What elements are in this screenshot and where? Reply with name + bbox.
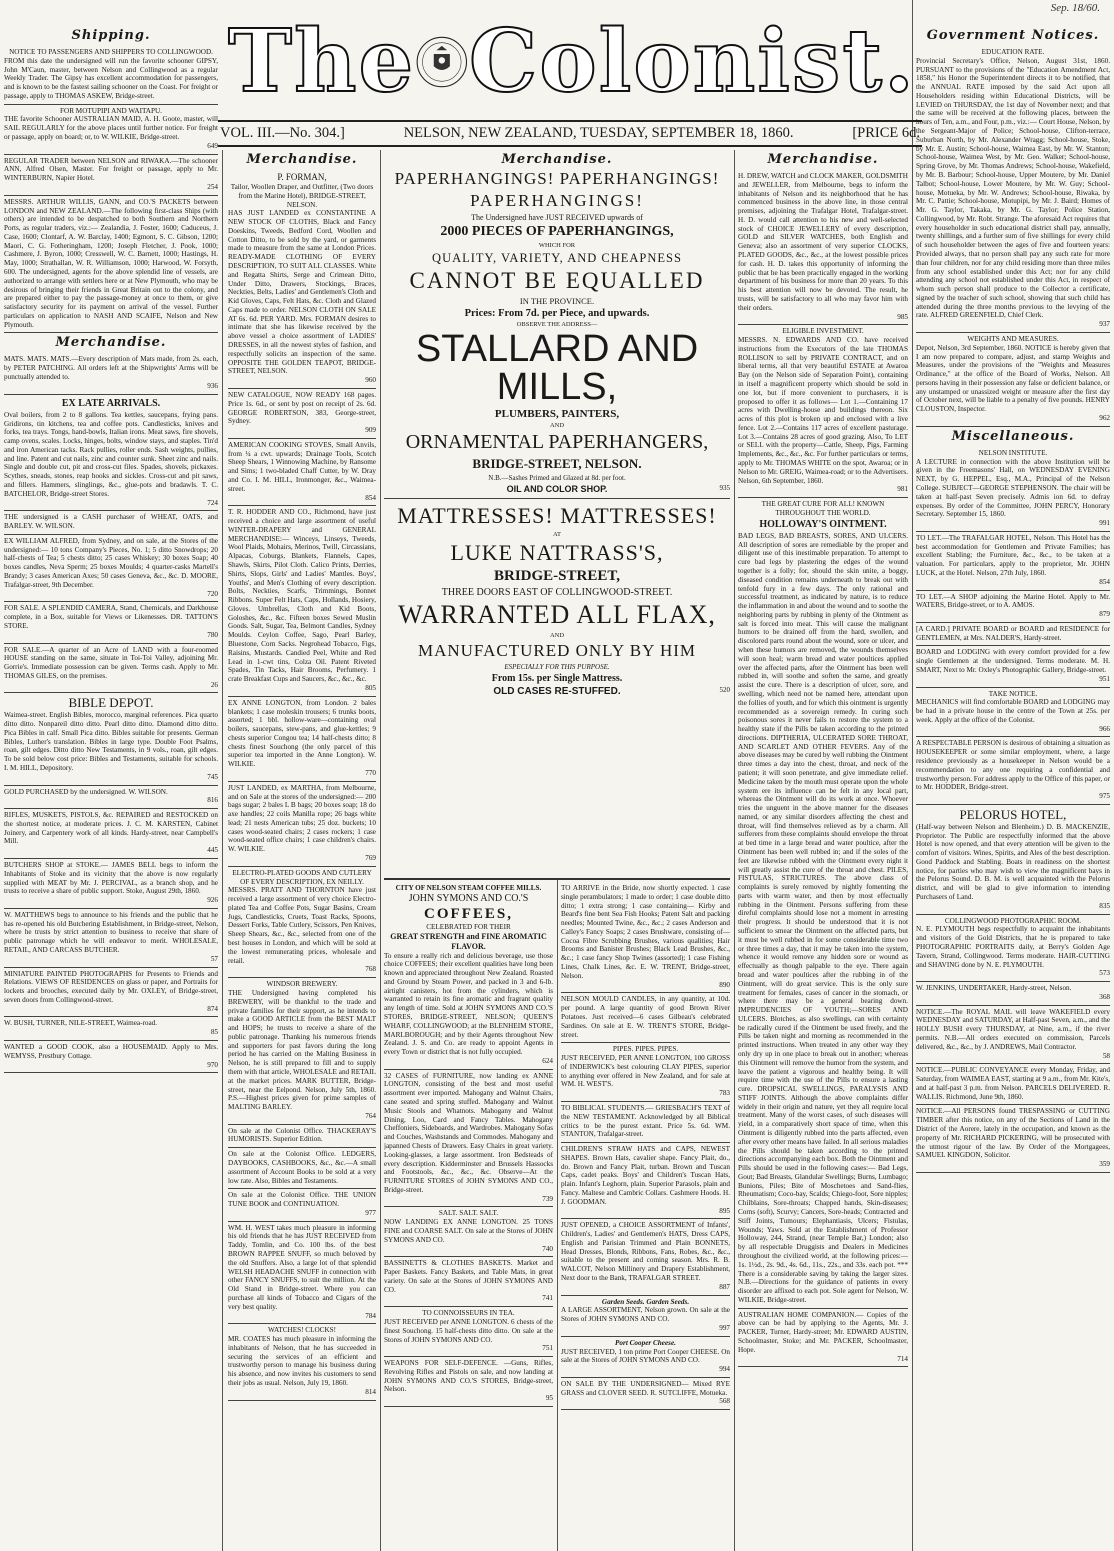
column-4 (738, 150, 908, 1546)
ad-garden-seeds: Garden Seeds. Garden Seeds. A LARGE ASSORTMENT, Nelson grown. On sale at the Stores of JOHN SYMONS AND CO. 997 (561, 1296, 730, 1337)
ad-bassinetts: BASSINETTS & CLOTHES BASKETS. Market and Paper Baskets. Fancy Baskets, and Table Mats, in great variety. On sale at the Stores of JOHN SYMONS AND CO. 741 (384, 1257, 553, 1307)
ad-pratt-thornton: ELECTRO-PLATED GOODS AND CUTLERY OF EVERY DESCRIPTION, EX NEILLY. MESSRS. PRATT AND THORNTON have just received a large assortment of very choice Electro-plated Tea and Coffee Pots, Sugar Basins, Cream Jugs, Candlesticks, Cruets, Toast Racks, Spoons, Dessert Forks, Table Cutlery, Scissors, Pen Knives, Sheep Shears, &c., &c., selected from one of the best houses in London, and which will be sold at the lowest remunerating prices, wholesale and retail. 768 (228, 867, 376, 978)
ad-holloway-ointment: THE GREAT CURE FOR ALL! KNOWN THROUGHOUT THE WORLD. HOLLOWAY'S OINTMENT. BAD LEGS, BAD BREASTS, SORES, AND ULCERS. All description of sores are remediable by the proper and diligent use of this inestimable preparation. To attempt to cure bad legs by plastering the edges of the wound together is a folly; for, should the skin unite, a boggy, diseased condition remains underneath to break out with tenfold fury in a few days. The only rational and successful treatment, as indicated by nature, is to reduce the inflammation in and about the wound and to soothe the neighboring parts by rubbing in plenty of the Ointment as salt is forced into meat. This will cause the malignant humors to be drained off from the hard, swollen, and discolored parts round about the wound, sore or ulcer, and when these humors are removed, the wounds themselves will soon heal; warm bread and water poultices applied over the affected parts, after the Ointment has been well rubbed in, will soothe and soften the same, and greatly assist the cure. There is a description of ulcer, sore, and swelling, which need not be named here, attendant upon the follies of youth, and for which this ointment is urgently recommended as a sovereign remedy. In curing such poisonous sores it never fails to restore the system to a healthy state if the Pills be taken according to the printed directions. DIPTHERIA, ULCERATED SORE THROAT, AND SCARLET AND OTHER FEVERS. Any of the above diseases may be cured by well rubbing the Ointment three times a day into the chest, throat, and neck of the patient; it will soon penetrate, and give immediate relief. Medicine taken by the mouth must operate upon the whole system ere its influence can be felt in any local part, whereas the Ointment will do its work at once. Whoever tries the unguent in the above manner for the diseases named, or any similar disorders affecting the chest and throat, will find themselves relieved as by a charm. All sufferers from these complaints should envelope the throat at bed time in a large bread and water poultice, after the Ointment has been well rubbed in; and if the soles of the feet are likewise rubbed with the Ointment every night it will greatly assist the cure of the throat and chest. PILES, FISTULAS, STRICTURES. The above class of complaints is surely removed by nightly fomenting the parts with warm water, and then by most effectually rubbing in the Ointment. Persons suffering from these direful complaints should lose not a moment in arresting their progress. It should be understood that it is not sufficient to smear the Ointment on the affected parts, but it must be well rubbed in for some considerable time two or three times a day, that it may be taken into the system, whence it would remove any hidden sore or wound as effectually as though palpable to the eye. There again bread and water poultices after the rubbing in of the Ointment, will do great service. This is the only sure treatment for females, cases of cancer in the stomach, or where there may be a general bearing down. IMPRUDENCIES OF YOUTH;—SORES AND ULCERS. Blotches, as also swellings, can with certainty be radically cured if the Ointment be used freely, and the Pills be taken night and morning as recommended in the printed instructions. When treated in any other way they only dry up in one place to break out in another; whereas this Ointment will remove the humor from the system, and leave the patient a vigorous and healthy being. It will require time with the use of the Pills to ensure a lasting cure. DROPSICAL SWELLINGS, PARALYSIS AND STIFF JOINTS. Although the above complaints differ widely in their origin and nature, yet they all require local treatment. Many of the worst cases, of such diseases will yield, in a comparatively short space of time, when this Ointment is diligently rubbed into the parts affected, even after every other means have failed. In all serious maladies the Pills should be taken according to the printed directions accompanying each box. Both the Ointment and Pills should be used in the following cases:— Bad Legs, Gout; Bad Breasts, Glandular Swellings; Burns, Lumbago; Bunions, Piles; Bite of Moschetoes and Sand-flies, Rheumatism; Coco-bay, Scalds; Chiego-foot, Sore nipples; Chilblains, Sore-throats; Chapped hands, Skin-diseases; Corns (soft), Scurvy; Cancers, Sore-heads; Contracted and Stiff Joints, Tumours; Elephantiasis, Ulcers; Fistulas, Wounds; Yaws. Sold at the Establishment of Professor Holloway, 244, Strand, (near Temple Bar,) London; also by all respectable Druggists and Dealers in Medicines throughout the civilized world, at the following prices:—1s. 1½d., 2s. 9d., 4s. 6d., 11s., 22s., and 33s. each pot. *** There is a considerable saving by taking the larger sizes. N.B.—Directions for the guidance of patients in every disorder are affixed to each pot. Sole agent for Nelson, W. WILKIE, Bridge-street. (738, 498, 908, 1309)
ad-weights-measures: WEIGHTS AND MEASURES. Depot, Nelson, 3rd September, 1860. NOTICE is hereby given that I am now prepared to compare, adjust, and stamp Weights and Measures, under the provisions of the "Weights and Measures Ordinance," at the office of the Board of Works, Nelson. All persons having in their possession any false or deficient balance, or any unstamped or unassized weight or measure after the first day of October next, will be liable to a penalty of five pounds. HENRY CLOUSTON, Inspector. 962 (916, 333, 1110, 427)
ad-hodder: T. R. HODDER AND CO., Richmond, have just received a choice and large assortment of useful WINTER-DRAPERY and GENERAL MERCHANDISE:— Winceys, Linseys, Tweeds, Wool Plaids, Mohairs, Merinos, Twill, Circassians, Alpacas, Coburgs, Blankets, Flannels, Capes, Shawls, Skirts, Pilot Cloth. Calico Prints, Derries, Shirts, Slops, Girls' and Ladies' Mantles. Boys', Youths', and Men's Clothing of every description. Bolts, Neckties, Scarfs, Trimmings, Bonnet Ribbons. Super Felt Hats, Caps, Hollands, Hosiery, Gloves. Umbrellas, Cloth and Kid Boots, Goloshes, &c., &c. Fifteen boxes Sewed Muslin Goods. Salt, Sugar, Tea, Belmont Candles, Sydney Moulds. Ceylon Coffee, Sago, Pearl Barley, Bluestone, Corn Sacks. Negrohead Tobacco, Figs, Raisins, Mustards. Candied Peel, White and Red Lead in 1-cwt tins, Colza Oil. Patent Riveted Spades, Tin Tacks, Hair Brooms, Perfumery. 1 crate Breakfast Cups and Saucers, &c., &c., &c. 805 (228, 506, 376, 696)
ad-thackeray: On sale at the Colonist Office. THACKERAY'S HUMORISTS. Superior Edition. (228, 1125, 376, 1149)
column-rule (222, 150, 223, 1551)
ad-port-cooper-cheese: Port Cooper Cheese. JUST RECEIVED, 1 ton prime Port Cooper CHEESE. On sale at the Stores of JOHN SYMONS AND CO. 994 (561, 1337, 730, 1378)
ad-bible-depot: BIBLE DEPOT. Waimea-street. English Bibles, morocco, marginal references. Pica quarto ditto ditto. Nonpareil ditto ditto. Pearl ditto ditto. Diamond ditto ditto. Pica Bibles in calf. Small Pica ditto. Bibles suitable for presents. German Bibles, Luther's translation. Bibles in large type. Double Foot Psalms, roan, gilt edges. Ditto ditto New Testaments, in 9 vols., roan, gilt edges. To be sold below cost price: Bibles and Testaments, suitable for schools. I. M. HILL, Depository. 745 (4, 693, 218, 785)
section-shipping: Shipping. (71, 28, 151, 43)
title-right: Colonist. (468, 11, 916, 112)
masthead (220, 8, 920, 141)
paperhangings-province: IN THE PROVINCE. (519, 296, 595, 306)
ad-trafalgar-hotel: TO LET.—The TRAFALGAR HOTEL, Nelson. This Hotel has the best accommodation for Gentlemen and Private Families; has excellent Stabling; the Furniture, &c., &c., to be taken at a valuation. For particulars, apply to the proprietor, Mr. JOHN LUCK, at the Hotel. Nelson, 27th July, 1860. 854 (916, 532, 1110, 591)
column-3-display (384, 150, 730, 876)
ad-collingwood-photographic: COLLINGWOOD PHOTOGRAPHIC ROOM. N. E. PLYMOUTH begs respectfully to acquaint the inhabitants and visitors of the Gold Districts, that he is prepared to take PHOTOGRAPHIC PORTRAITS daily, at Berry's Golden Age Tavern, Strand, Collingwood. Terms moderate. HAIR-CUTTING and SHAVING done by N. E. PLYMOUTH. 573 (916, 915, 1110, 982)
oil-color-row (384, 484, 730, 494)
old-cases-restuffed: OLD CASES RE-STUFFED. (493, 686, 621, 697)
ad-take-notice: TAKE NOTICE. MECHANICS will find comfortable BOARD and LODGING may be had in a private house in the centre of the Town at 25s. per week. Apply at the office of the Colonist. 966 (916, 688, 1110, 738)
oil-color-shop: OIL AND COLOR SHOP. (506, 484, 608, 494)
ad-pipes: PIPES. PIPES. PIPES. JUST RECEIVED, PER ANNE LONGTON, 100 GROSS of INDERWICK's best colouring CLAY PIPES, superior to anything ever offered in New Zealand, and for sale at WM. H. WEST'S. 783 (561, 1043, 730, 1102)
ad-nelson-institute: NELSON INSTITUTE. A LECTURE in connection with the above Institution will be given in the Freemasons' Hall, on WEDNESDAY EVENING NEXT, by G. HEPPEL, Esq., M.A., Principal of the Nelson College. SUBJECT—GEORGE STEPHENSON. The chair will be taken at half-past Seven precisely. Admis ion 6d. to defray expenses. By order of the Committee, JOHN PERCY, Honorary Secretary. September 15, 1860. 991 (916, 447, 1110, 532)
three-doors-east: THREE DOORS EAST OF COLLINGWOOD-STREET. (441, 587, 673, 598)
ad-number: 520 (719, 686, 730, 694)
section-merchandise: Merchandise. (246, 152, 358, 167)
paperhangings-quality: QUALITY, VARIETY, AND CHEAPNESS (432, 251, 682, 265)
corner-annotation: Sep. 18/60. (1050, 2, 1100, 14)
ad-wanted-cook: WANTED a GOOD COOK, also a HOUSEMAID. Apply to Mrs. WEMYSS, Prestbury Cottage. 970 (4, 1041, 218, 1073)
old-cases-row (384, 686, 730, 697)
ad-ex-late-arrivals: EX LATE ARRIVALS. Oval boilers, from 2 to 8 gallons. Tea kettles, saucepans, frying pans. Gridirons, tin kitchens, tea and coffee pots. Candlesticks, knives and forks, tea trays. Tongs, hand-bowls, Italian irons. Meat saws, fire shovels, camp ovens, scales. Locks, hinges, bolts, window stays, and staples. Tin'd and iron American tacks. Rack pullies, roller ends. Sash weights, pullies, and line. Patent and cut nails, zinc and counter sunk. Sheet zinc and nails. Single and double cut, pit and cross-cut files. Spades, shovels, pickaxes. Scythes, sneads, stones, reap hooks and sickles. Cross-cut and pit saws, and fillers. Hammers, slinglings, &c., glue-pots and bradawls. T. C. BATCHELOR, Bridge-street Stores. 724 (4, 395, 218, 512)
ad-mats: MATS. MATS. MATS.—Every description of Mats made, from 2s. each, by PETER PATCHING. All orders left at the Shipwrights' Arms will be punctually attended to. 936 (4, 353, 218, 394)
plumbers-painters: PLUMBERS, PAINTERS, (494, 408, 620, 420)
ad-cooking-stoves: AMERICAN COOKING STOVES, Small Anvils, from ¼ a cwt. upwards; Drainage Tools, Scotch Sheep Shears, 1 Winnowing Machine, by Ransome and Sims; 1 two-bladed Chaff Cutter, by W. Dray and Co. I. M. HILL, Ironmonger, &c., Waimea-street. 854 (228, 439, 376, 506)
ad-royal-mail: NOTICE.—The ROYAL MAIL will leave WAKEFIELD every WEDNESDAY and SATURDAY, at Half-past Seven, a.m., and the HOLLY BUSH every THURSDAY, at Nine, a.m., if the river permits. N.B.—All orders executed on commission, Parcels delivered, &c., &c., by J. ANDREWS, Mail Contractor. 58 (916, 1006, 1110, 1065)
ad-watches-clocks: WATCHES! CLOCKS! MR. COATES has much pleasure in informing the inhabitants of Nelson, that he has succeeded in securing the services of an efficient and trustworthy person to manage his business during his absence, and now invites his customers to send their jobs as usual. Nelson, July 19, 1860. 814 (228, 1324, 376, 1400)
ad-straw-hats: CHILDREN'S STRAW HATS and CAPS, NEWEST SHAPES. Brown Hats, cavalier shape. Fancy Plait, do., do. Brown and Fancy Plait, turban. Brown and Tuscan Caps, cadet peaks. Boys' and Children's Tuscan Hats, plain. Infant's Leghorn, plain. Superior Parasols, plain and Fancy. Maltese and Cambric Collars. Cashmere Hoods. H. J. GOODMAN. 895 (561, 1143, 730, 1219)
ad-gold-purchased: GOLD PURCHASED by the undersigned. W. WILSON. 816 (4, 786, 218, 810)
ad-biblical-students: TO BIBLICAL STUDENTS.— GRIESBACH'S TEXT of the NEW TESTAMENT. Acknowledged by all Biblical critics to be the purest extant. Price 5s. 6d. WM. STANTON, Trafalgar-street. (561, 1102, 730, 1143)
dateline (218, 120, 922, 147)
ad-windsor-brewery: WINDSOR BREWERY. THE Undersigned having completed his BREWERY, will be thankful to the trade and private families for their support, as he intends to make a GOOD ARTICLE from the BEST MALT and HOPS; he trusts to receive a share of the public patronage. Thanking his numerous friends and supporters for past favors during the long period he has carried on the Malting Business in Nelson, he is still prepared to fill and to supply them with that article, WHOLESALE and RETAIL at the market prices. MARK BUTTER, Bridge-street, near the Eelpond. Nelson, July 5th, 1860. P.S.—Highest prices given for prime samples of MALTING BARLEY. 764 (228, 978, 376, 1125)
and-text: AND (549, 632, 565, 639)
place-date: NELSON, NEW ZEALAND, TUESDAY, SEPTEMBER 18, 1860. (403, 125, 794, 141)
ad-for-sale-land: FOR SALE.—A quarter of an Acre of LAND with a four-roomed HOUSE standing on the same, situate in Toi-Toi Valley, adjoining Mr. Gorrie's. Immediate possession can be given. Terms cash. Apply to Mr. THOMAS GILES, on the premises. 26 (4, 644, 218, 694)
paperhangings-cannot-be-equalled: CANNOT BE EQUALLED (409, 268, 705, 293)
column-1 (4, 26, 218, 1546)
ad-tune-book: On sale at the Colonist Office. THE UNION TUNE BOOK and CONTINUATION. 977 (228, 1189, 376, 1221)
ad-furniture: 32 CASES of FURNITURE, now landing ex ANNE LONGTON, consisting of the best and most useful assortment ever imported. Mahogany and Walnut Chairs, cane seated and spring stuffed. Mahogany and Walnut Music Stools and Whatnots. Mahogany and Walnut Dining, Loo, Card and Fancy Tables. Mahogany Cheffoniers, Sideboards, and Wardrobes. Mahogany Sofas and Couches, Washstands and Commodes. Mahogany and japanned Chests of Drawers. Easy Chairs in great variety. Looking-glasses, a large assortment. Iron Bedsteads of every description. Kidderminster and Brussels Hassocks and Footstools, &c., &c., &c. Observe—At the FURNITURE STORES of JOHN SYMONS AND CO., Bridge-street. 739 (384, 1070, 553, 1208)
ad-pelorus-hotel: PELORUS HOTEL, (Half-way between Nelson and Blenheim.) D. B. MACKENZIE, Proprietor. The Public are respectfully informed that the above Hotel is now opened, and that every attention will be given to the comfort of visitors. Wines, Spirits, and Ales of the best description. Good Paddock and Stabling. Boats in readiness on the shortest notice, for parties who may wish to view the magnificent bays in the Pelorus Sound. D. B. M. is well acquainted with the Pelorus district, and will be glad to give information to intending Purchasers of Land. 835 (916, 805, 1110, 915)
ad-rifles: RIFLES, MUSKETS, PISTOLS, &c. REPAIRED and RESTOCKED on the shortest notice, at moderate prices. J. C. M. KARSTEN, Cabinet Joinery, and Carpentery work of all kinds. Hardy-street, near Campbell's Mill. 445 (4, 809, 218, 859)
ad-ledgers: On sale at the Colonist Office. LEDGERS, DAYBOOKS, CASHBOOKS, &c., &c.—A small assortment of Account Books to be sold at a very low rate. Also, Bibles and Testaments. (228, 1148, 376, 1189)
coat-of-arms-icon (415, 14, 469, 110)
ad-martha: JUST LANDED, ex MARTHA, from Melbourne, and on Sale at the stores of the undersigned:— 200 bags sugar; 2 bales L B bags; 20 boxes soap; 18 do axe handles; 22 coils Manilla rope; 26 bags white lead; 21 nests American tubs; 25 doz. buckets; 10 cases wood-seated chairs; 2 cases rockers; 1 case wood-seated office chairs; 1 case children's chairs. W. WILKIE. 769 (228, 782, 376, 867)
mattresses-headline: MATTRESSES! MATTRESSES! (397, 503, 717, 528)
ad-symons-coffees: CITY OF NELSON STEAM COFFEE MILLS. JOHN SYMONS AND CO.'S COFFEES, CELEBRATED FOR THEIR GREAT STRENGTH and FINE AROMATIC FLAVOR. To ensure a really rich and delicious beverage, use those choice COFFEES; their excellent qualities have long been known and appreciated throughout New Zealand. Roasted and Ground by Steam Power, and packed in 3 and 6-lb. airtight canisters, hot from the cylinders, which is warranted to retain its fine aromatic and fragrant quality any length of time. Sold at JOHN SYMONS AND CO.'S STORES, BRIDGE-STREET, NELSON; QUEEN'S WHARF, COLLINGWOOD; at the BLENHEIM STORE, MARLBOROUGH; and by their Agents throughout New Zealand. J. S. and Co. are ready to appoint Agents in every Town or district that is not fully occupied. 624 (384, 882, 553, 1070)
paperhangings-prices: Prices: From 7d. per Piece, and upwards. (464, 308, 650, 319)
ad-gipsy: NOTICE TO PASSENGERS AND SHIPPERS TO COLLINGWOOD. FROM this date the undersigned will run the favorite schooner GIPSY, John M'Caun, master, between Nelson and Collingwood as a regular Weekly Trader. The Gipsy has excellent accommodation for passengers, and is known to be the fastest sailing schooner on the Coast. For freight or passage, apply to THOMAS ASKEW, Bridge-street. (4, 46, 218, 105)
ad-willis-gann: MESSRS. ARTHUR WILLIS, GANN, and CO.'S PACKETS between LONDON and NEW ZEALAND.—The following first-class Ships (with others) are intended to be despatched to both Southern and Northern Ports, as regular traders, viz.:— Zealandia, J. Foster, 1600; Caduceus, J. Case, 1600; Clontarf, A. W. Barclay, 1400; Egmont, S. C. Gibson, 1200; Maori, C. G. Fotheringham, 1200; Joseph Fletcher, J. Pook, 1000; Cashmere, J. Byron, 1000; Cresswell, W. C. Barnett, 1000; Hastings, H. May, 1000; Strathallan, W. R. Williamson, 1000; Harwood, W. Forsyth, 600. The undersigned, agents for the above splendid line of vessels, are authorized to arrange with settlers here or at New Plymouth, who may be desirous of bringing their friends in Great Britain out to the colony, and are prepared either to pay the passage-money at once to them, or give satisfactory security for its payment on arrival of the vessel. Further particulars on application to NASH AND SCAIFE, Nelson and New Plymouth. (4, 196, 218, 334)
price: [PRICE 6d. (852, 125, 920, 141)
column-rule (557, 880, 558, 1551)
luke-nattrass: LUKE NATTRASS'S, (450, 540, 664, 565)
at-text: AT (553, 531, 561, 538)
section-merchandise: Merchandise. (501, 152, 613, 167)
ad-william-alfred: EX WILLIAM ALFRED, from Sydney, and on sale, at the Stores of the undersigned:— 10 tons Company's Pieces, No. 1; 5 ditto Snowdrops; 20 half-chests of Tea; 5 chests ditto; 25 cases Whiskey; 30 boxes Soap; 40 boxes candles, Neva Sperm; 25 boxes Moulds; 4 quarter-casks Martell's Brandy; 3 cases American Axes; 50 cases Geneva, &c., &c. D. MOORE, Trafalgar-street, 9th December. 720 (4, 535, 218, 602)
ad-west-snuff: WM. H. WEST takes much pleasure in informing his old friends that he has JUST RECEIVED from Taddy, Tomlin, and Co. 100 lbs. of the best BROWN RAPPEE SNUFF, so much beloved by the old Snuffers. Also, a large lot of that splendid WELSH HEADACHE SNUFF in connection with other FANCY SNUFFS, to suit the million. At the Old Stand in Bridge-street. Where you can purchase all kinds of Tobacco and Cigars of the very best quality. 784 (228, 1222, 376, 1325)
ad-number: 935 (719, 484, 730, 492)
ad-shop-to-let: TO LET.—A SHOP adjoining the Marine Hotel. Apply to Mr. WATERS, Bridge-street, or to A. AMOS. 879 (916, 591, 1110, 623)
stallard-mills: STALLARD AND MILLS, (415, 328, 699, 408)
ad-jenkins-undertaker: W. JENKINS, UNDERTAKER, Hardy-street, Nelson. 368 (916, 982, 1110, 1006)
observe-address: OBSERVE THE ADDRESS— (516, 321, 598, 328)
ornamental-paperhangers: ORNAMENTAL PAPERHANGERS, (405, 431, 709, 453)
ad-bush-turner: W. BUSH, TURNER, NILE-STREET, Waimea-road. 85 (4, 1017, 218, 1041)
ad-matthews: W. MATTHEWS begs to announce to his friends and the public that he has re-opened his old Butchering Establishment, in Bridge-street, Nelson, where he trusts by strict attention to business to receive that share of public patronage which he will endeavor to merit. WHOLESALE, RETAIL, AND CARCASS BUTCHER. 57 (4, 909, 218, 968)
ad-just-opened: JUST OPENED, a CHOICE ASSORTMENT of Infants', Children's, Ladies' and Gentlemen's HATS, Dress CAPS, English and Parisian Trimmed and Plain BONNETS, Head Dresses, Blonds, Ribbons, Fans, Robes, &c., &c., suitable to the present and coming season. Mrs. R. B. WALCOT, Nelson Millinery and Drapery Establishment, Next door to the Bank, TRAFALGAR STREET. 887 (561, 1219, 730, 1295)
ad-board-lodging: BOARD and LODGING with every comfort provided for a few single Gentlemen at the undersigned. Terms moderate. M. H. SMART, Next to Mr. Oxley's Photographic Gallery, Bridge-street. 951 (916, 646, 1110, 687)
title-left: The (228, 11, 416, 112)
manufactured-only-by-him: MANUFACTURED ONLY BY HIM (417, 641, 697, 660)
ad-salt: SALT. SALT. SALT. NOW LANDING EX ANNE LONGTON. 25 TONS FINE and COARSE SALT. On sale at the Stores of JOHN SYMONS AND CO. 740 (384, 1207, 553, 1257)
ad-weapons: WEAPONS FOR SELF-DEFENCE. —Guns, Rifles, Revolving Rifles and Pistols on sale, and now landing at JOHN SYMONS AND CO.'S STORES, Bridge-street, Nelson. 95 (384, 1357, 553, 1407)
warranted-all-flax: WARRANTED ALL FLAX, (398, 600, 716, 629)
section-miscellaneous: Miscellaneous. (951, 428, 1075, 444)
paperhangings-subheadline: PAPERHANGINGS! (470, 191, 644, 210)
paperhangings-quantity: 2000 PIECES OF PAPERHANGINGS, (440, 224, 674, 239)
ad-camera: FOR SALE. A SPLENDID CAMERA, Stand, Chemicals, and Darkhouse complete, in a Box, suitable for Views or Likenesses. DR. TATTON'S STORE. 780 (4, 602, 218, 643)
volume-number: VOL. III.—No. 304.] (220, 125, 345, 141)
bridge-street-nelson: BRIDGE-STREET, NELSON. (472, 456, 642, 471)
ad-forman: P. FORMAN, Tailor, Woollen Draper, and Outfitter, (Two doors from the Marine Hotel), BRIDGE-STREET, NELSON. HAS JUST LANDED ex CONSTANTINE A NEW STOCK OF CLOTHS, Black and Fancy Doeskins, Tweeds, Bedford Cord, Woollen and Cotton Ditto, to be sold by the yard, or garments made to measure from the same at London Prices. READY-MADE CLOTHING OF EVERY DESCRIPTION, TO SUIT ALL CLASSES. White and Regatta Shirts, Serge and Crimean Ditto, Under Ditto, Drawers, Stockings, Braces, Neckties, Belts, Ladies' and Gentlemen's Cloth and Kid Gloves, Caps, Felt Hats, &c. Cloth and Glazed Caps made to order. NELSON CLOTH ON SALE AT 6s. 6d. PER YARD. Mrs. FORMAN desires to intimate that she has likewise received by the above vessel a choice assortment of LADIES' DRESSES, in all the newest styles of fashion, and respectfully solicits an inspection of the same. OPPOSITE THE GOLDEN TEAPOT, BRIDGE-STREET, NELSON. 960 (228, 170, 376, 389)
ad-public-conveyance: NOTICE.—PUBLIC CONVEYANCE every Monday, Friday, and Saturday, from WAIMEA EAST, starting at 9 a.m., from Mr. Kite's, and at half-past 3 p.m. from Nelson. PARCELS DELIVERED. R. WALLIS. Richmond, June 9th, 1860. (916, 1064, 1110, 1105)
ad-regular-trader: REGULAR TRADER between NELSON and RIWAKA.—The schooner ANN, Alfred Olsen, Master. For freight or passage, apply to Mr. WINTERBURN, Napier Hotel. 254 (4, 155, 218, 196)
column-3b (561, 882, 730, 1546)
paperhangings-which-for: WHICH FOR (538, 242, 576, 249)
column-2 (228, 150, 376, 1546)
section-merchandise: Merchandise. (55, 335, 167, 351)
ad-private-board: [A CARD.] PRIVATE BOARD or BOARD and RESIDENCE for GENTLEMEN, at Mrs. NALDER'S, Hardy-street. (916, 623, 1110, 647)
column-rule (912, 0, 913, 1551)
ad-rye-grass: ON SALE BY THE UNDERSIGNED— Mixed RYE GRASS and CLOVER SEED. R. SUTCLIFFE, Motueka. 568 (561, 1378, 730, 1410)
section-merchandise: Merchandise. (767, 152, 879, 167)
ad-australian-maid: FOR MOTUPIPI AND WAITAPU. THE favorite Schooner AUSTRALIAN MAID, A. H. Goote, master, will SAIL REGULARLY for the above places until further notice. For freight or passage, apply on board; or, to W. WILKIE, Bridge-street. 649 (4, 105, 218, 155)
ad-anne-longton: EX ANNE LONGTON, from London. 2 bales blankets; 1 case moleskin trousers; 6 trunks boots, assorted; 1 bbl. hollow-ware—containing oval boilers, saucepans, stew-pans, and glue-kettles; 9 chests superior Congou tea; 14 half-chests ditto; 8 chests finest Souchong (the only parcel of this superior tea imported in the Anne Longton). W. WILKIE. 770 (228, 697, 376, 782)
ad-miniature: MINIATURE PAINTED PHOTOGRAPHS for Presents to Friends and Relations. VIEWS OF RESIDENCES on glass or paper, and Portraits for lockets and brooches, executed daily by Mr. OXLEY, of Bridge-street, seven doors from Collingwood-street. 874 (4, 968, 218, 1018)
newspaper-title (228, 8, 916, 116)
ad-home-companion: AUSTRALIAN HOME COMPANION.— Copies of the above can be had by applying to the Agents, Mr. J. PACKER, Turner, Hardy-street; Mr. EDWARD AUSTIN, Schoolmaster, Stoke; and Mr. PACKER, Schoolmaster, Hope. 714 (738, 1309, 908, 1368)
ad-eligible-investment: ELIGIBLE INVESTMENT. MESSRS. N. EDWARDS AND CO. have received instructions from the Executors of the late THOMAS ROLLISON to sell by PRIVATE CONTRACT, and on liberal terms, all that very beautiful ESTATE at Awaroa Bay (on the Nelson side of Separation Point), containing in itself a magnificent property which should be sold in one lot, but if more convenient to purchasers, it is proposed to offer it as follows— Lot 1.—Containing 17 acres with Dwelling-house and buildings thereon. Six acres of this plot is broken up and enclosed with a live fence. Lot 2.—Contains 117 acres of excellent pasturage. Lot 3.—Contains 28 acres of good grazing. Also, To LET or SELL with the property—Cattle, Sheep, Pigs, Farming Implements, &c., &c., &c. For further particulars or terms, apply to Mr. THOMAS WHITE on the spot, Awaroa; or in Nelson to Mr. GREIG, Waimea-road; or to the Advertisers. Nelson, 6th September, 1860. 981 (738, 325, 908, 498)
ad-drew-watch-maker: H. DREW, WATCH and CLOCK MAKER, GOLDSMITH and JEWELLER, from Melbourne, begs to inform the inhabitants of Nelson and its neighborhood that he has commenced business in the above line, in those central premises, adjoining the Trafalgar Hotel, Trafalgar-street. H. D. would call attention to his new and well-selected stock of CHOICE JEWELLERY of every description, GOLD and SILVER WATCHES, both English and Geneva; also an assortment of very superior CLOCKS, PLATED GOODS, &c., &c., at the lowest possible prices for cash. H. D. takes this opportunity of informing the public that he has been practically engaged in the working department of his business for more than 20 years. To this his best attention will now be devoted. The result, he trusts, will be satisfactory to all who may favor him with their orders. 985 (738, 170, 908, 325)
mattress-price: From 15s. per Single Mattress. (491, 673, 623, 684)
paperhangings-intro: The Undersigned have JUST RECEIVED upwards of (471, 213, 643, 222)
ad-butchers-shop: BUTCHERS SHOP at STOKE.— JAMES BELL begs to inform the Inhabitants of Stoke and its vicinity that the above is now regularly supplied with MEAT by Mr. J. PERCIVAL, as a branch shop, and he trusts to receive a share of public support. Stoke, August 29th, 1860. 926 (4, 859, 218, 909)
column-rule (380, 150, 381, 1551)
column-rule (734, 150, 735, 1551)
paperhangings-headline: PAPERHANGINGS! PAPERHANGINGS! (394, 169, 720, 188)
column-3a (384, 882, 553, 1546)
ad-trespassing-notice: NOTICE.—All PERSONS found TRESPASSING or CUTTING TIMBER after this notice, on any of the Sections of Land in the District of the Aorere, lately in the occupation, and known as the property of Mr. RICHARD PICKERING, will be prosecuted with the utmost rigour of the law. By Order of the Mortgagees, SAMUEL KINGDON, Solicitor. 359 (916, 1105, 1110, 1172)
ad-education-rate: EDUCATION RATE. Provincial Secretary's Office, Nelson, August 31st, 1860. PURSUANT to the provisions of the "Education Amendment Act, 1858," his Honor the Superintendent directs it to be notified, that the ANNUAL RATE imposed by the said Act upon all Householders residing within Educational Districts, will be LEVIED on THURSDAY, the 1st day of November next; and that the same will be received at the following places, between the hours of Ten, a.m., and Four, p.m., viz.:— Court House, Nelson, by the Sergeant-Major of Police; School-house, Clifton-terrace, Suburban North, by Mr. Alexander Wragg; School-house, Stoke, by Mr. E. Austin; School-house, Waimea East, by Mr. W. Stanton; School-house, Waimea West, by Mr. Geo. Walker; School-house, Spring Grove, by Mr. Thomas Andrews; School-house, Wakefield, by Mr. B. Barbour; School-house, Upper Moutere, by Mr. Daniel Talbot; School-house, Lower Moutere, by Mr. W. Guy; School-house, Motueka, by Mr. W. Andrews; School-house, Riwaka, by Mr. C. Pattie; School-house, Motupipi, by Mr. J. Baird; Homes of Mr. G. Taylor, Takaka, by Mr. G. Taylor; Police Station, Collingwood, by Mr. Robt. Strange. The aforesaid Act requires that every householder in such educational district shall pay, annually, twenty shillings, and a further sum of five shillings for every child of such householder between the ages of five and fourteen years: Provided always, that no person shall pay any such rate for more than four children, nor for any child residing more than three miles from any school established under this Act; nor for any child attending any school not established under this Act, in respect of whom such person shall produce to the Collector a certificate, signed by the teacher of such school, showing that such child has attended during the three months previous to the levying of the rate. ALFRED GREENFIELD, Chief Clerk. 937 (916, 46, 1110, 333)
bridge-street: BRIDGE-STREET, (493, 568, 620, 584)
ad-mould-candles: NELSON MOULD CANDLES, in any quantity, at 10d. per pound. A large quantity of good Brown River Potatoes. Just received—6 cases Gilbeau's celebrated Sardines. On sale at E. W. TRENT'S STORE, Bridge-street. (561, 993, 730, 1043)
and-text: AND (549, 422, 565, 429)
sashes-note: N.B.—Sashes Primed and Glazed at 8d. per foot. (488, 474, 626, 482)
horizontal-rule (384, 878, 730, 880)
section-government-notices: Government Notices. (926, 28, 1100, 43)
especially-for-purpose: ESPECIALLY FOR THIS PURPOSE. (504, 663, 610, 671)
ad-to-arrive-bride: TO ARRIVE in the Bride, now shortly expected. 1 case single perambulators; 1 made to order; 1 case double ditto ditto; 1 extra strong; 1 case containing— Kirby and Beard's fine bent Sea Fish Hooks; Patent Salt and packing needles; Mounted Twine, &c., &c.; 2 cases Anderson and Calley's Fancy Soaps; 2 cases Brushware, consisting of— Cocoa Fibre Scrubbing Brushes, various qualities; Hair Brooms and Banister Brushes; Black Lead Brushes, &c., &c.; 1 case fancy Shop Twines (assorted); 1 case Fishing Lines, Chalk Lines, &c. E. W. TRENT, Bridge-street, Nelson. 890 (561, 882, 730, 993)
column-5 (916, 26, 1110, 1546)
ad-new-catalogue: NEW CATALOGUE, NOW READY 168 pages. Price 1s. 6d., or sent by post on receipt of 2s. 6d. GEORGE ROBERTSON, 383, George-street, Sydney. 909 (228, 389, 376, 439)
ad-tea-connoisseurs: TO CONNOISSEURS IN TEA. JUST RECEIVED per ANNE LONGTON. 6 chests of the finest Souchong. 15 half-chests ditto ditto. On sale at the Stores of JOHN SYMONS AND CO. 751 (384, 1307, 553, 1357)
ad-cash-purchaser: THE undersigned is a CASH purchaser of WHEAT, OATS, and BARLEY. W. WILSON. (4, 511, 218, 535)
ad-respectable-person: A RESPECTABLE PERSON is desirous of obtaining a situation as HOUSEKEEPER or some similar employment, where, a large residence previously as a housekeeper in Nelson would be a recommendation to any one requiring a confidential and trustworthy person. For address apply to the Office of this paper, or to Mr. HODDER, Bridge-street. 975 (916, 737, 1110, 804)
